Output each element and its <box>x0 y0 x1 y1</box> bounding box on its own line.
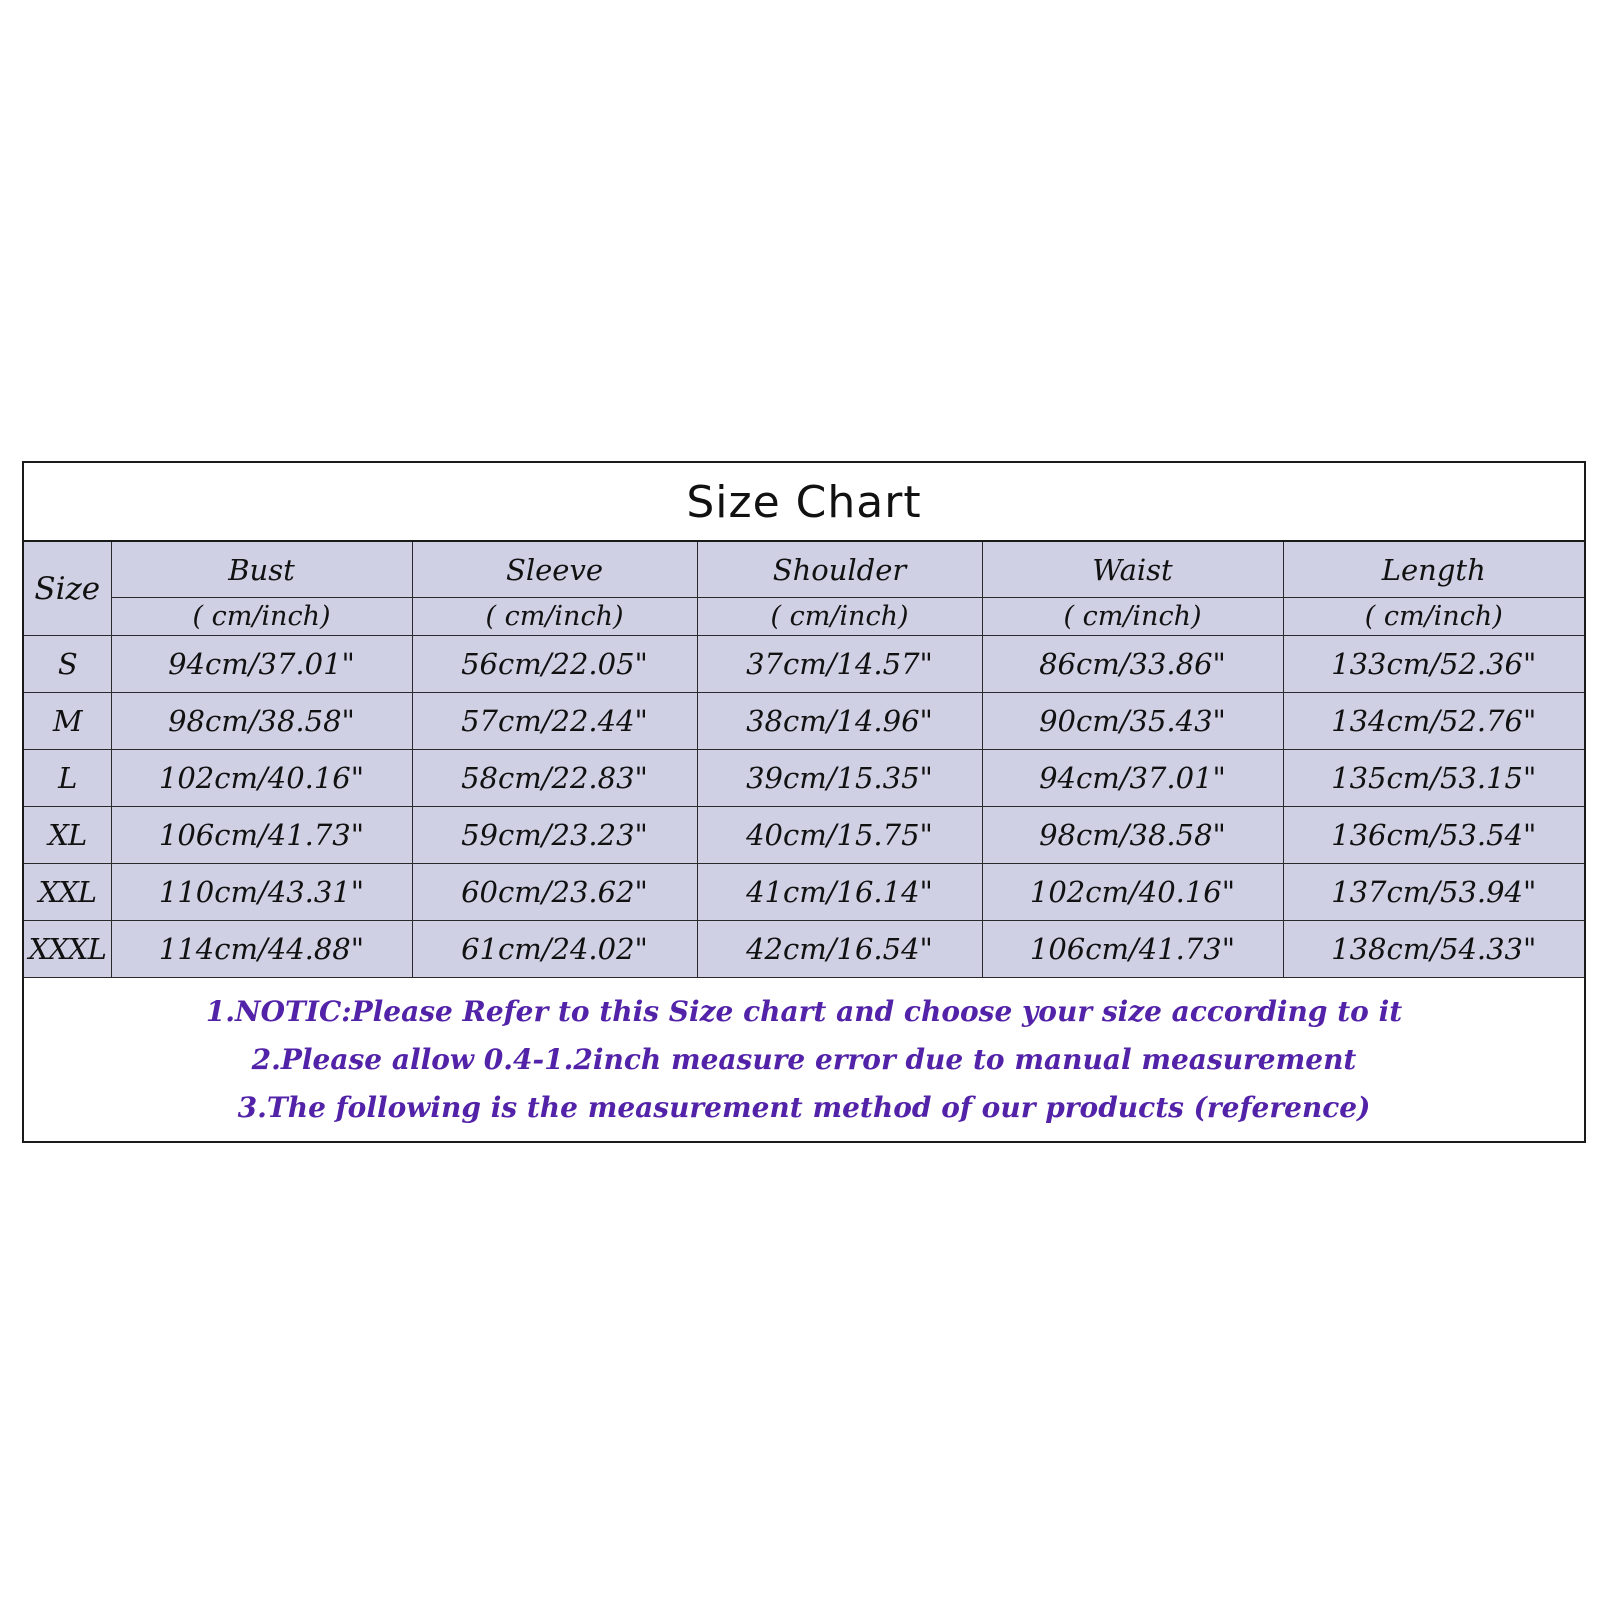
table-cell: 136cm/53.54" <box>1283 807 1584 864</box>
table-cell: 37cm/14.57" <box>697 636 982 693</box>
size-table <box>24 542 1584 978</box>
table-cell: 59cm/23.23" <box>412 807 697 864</box>
table-row <box>24 750 1584 807</box>
size-label: XXXL <box>24 921 111 978</box>
table-cell: 61cm/24.02" <box>412 921 697 978</box>
table-cell: 102cm/40.16" <box>111 750 412 807</box>
unit-label: ( cm/inch) <box>111 598 412 636</box>
table-cell: 114cm/44.88" <box>111 921 412 978</box>
table-row <box>24 921 1584 978</box>
table-cell: 137cm/53.94" <box>1283 864 1584 921</box>
table-cell: 135cm/53.15" <box>1283 750 1584 807</box>
table-row <box>24 636 1584 693</box>
note-line: 1.NOTIC:Please Refer to this Size chart and choose your size according to it <box>205 995 1403 1028</box>
chart-title: Size Chart <box>24 463 1584 542</box>
table-cell: 39cm/15.35" <box>697 750 982 807</box>
notes <box>24 978 1584 1132</box>
table-cell: 41cm/16.14" <box>697 864 982 921</box>
table-cell: 42cm/16.54" <box>697 921 982 978</box>
table-cell: 56cm/22.05" <box>412 636 697 693</box>
table-cell: 60cm/23.62" <box>412 864 697 921</box>
table-row <box>24 693 1584 750</box>
table-cell: 98cm/38.58" <box>111 693 412 750</box>
table-cell: 94cm/37.01" <box>111 636 412 693</box>
unit-label: ( cm/inch) <box>697 598 982 636</box>
table-cell: 133cm/52.36" <box>1283 636 1584 693</box>
unit-row <box>24 598 1584 636</box>
column-header-bust: Bust <box>111 542 412 598</box>
size-label: S <box>24 636 111 693</box>
size-chart <box>22 461 1586 1143</box>
unit-label: ( cm/inch) <box>982 598 1283 636</box>
column-header-shoulder: Shoulder <box>697 542 982 598</box>
table-cell: 90cm/35.43" <box>982 693 1283 750</box>
size-column-header: Size <box>24 542 111 636</box>
note-line: 2.Please allow 0.4-1.2inch measure error due to manual measurement <box>251 1043 1357 1076</box>
table-cell: 94cm/37.01" <box>982 750 1283 807</box>
unit-label: ( cm/inch) <box>412 598 697 636</box>
header-row <box>24 542 1584 598</box>
table-cell: 86cm/33.86" <box>982 636 1283 693</box>
unit-label: ( cm/inch) <box>1283 598 1584 636</box>
note-line: 3.The following is the measurement method of our products (reference) <box>237 1091 1371 1124</box>
table-cell: 110cm/43.31" <box>111 864 412 921</box>
column-header-length: Length <box>1283 542 1584 598</box>
table-cell: 106cm/41.73" <box>982 921 1283 978</box>
table-cell: 106cm/41.73" <box>111 807 412 864</box>
size-label: L <box>24 750 111 807</box>
table-cell: 57cm/22.44" <box>412 693 697 750</box>
size-label: XL <box>24 807 111 864</box>
table-cell: 102cm/40.16" <box>982 864 1283 921</box>
size-label: XXL <box>24 864 111 921</box>
table-row <box>24 864 1584 921</box>
table-row <box>24 807 1584 864</box>
table-cell: 40cm/15.75" <box>697 807 982 864</box>
table-cell: 138cm/54.33" <box>1283 921 1584 978</box>
column-header-waist: Waist <box>982 542 1283 598</box>
size-label: M <box>24 693 111 750</box>
column-header-sleeve: Sleeve <box>412 542 697 598</box>
table-cell: 98cm/38.58" <box>982 807 1283 864</box>
table-cell: 58cm/22.83" <box>412 750 697 807</box>
table-cell: 134cm/52.76" <box>1283 693 1584 750</box>
table-cell: 38cm/14.96" <box>697 693 982 750</box>
